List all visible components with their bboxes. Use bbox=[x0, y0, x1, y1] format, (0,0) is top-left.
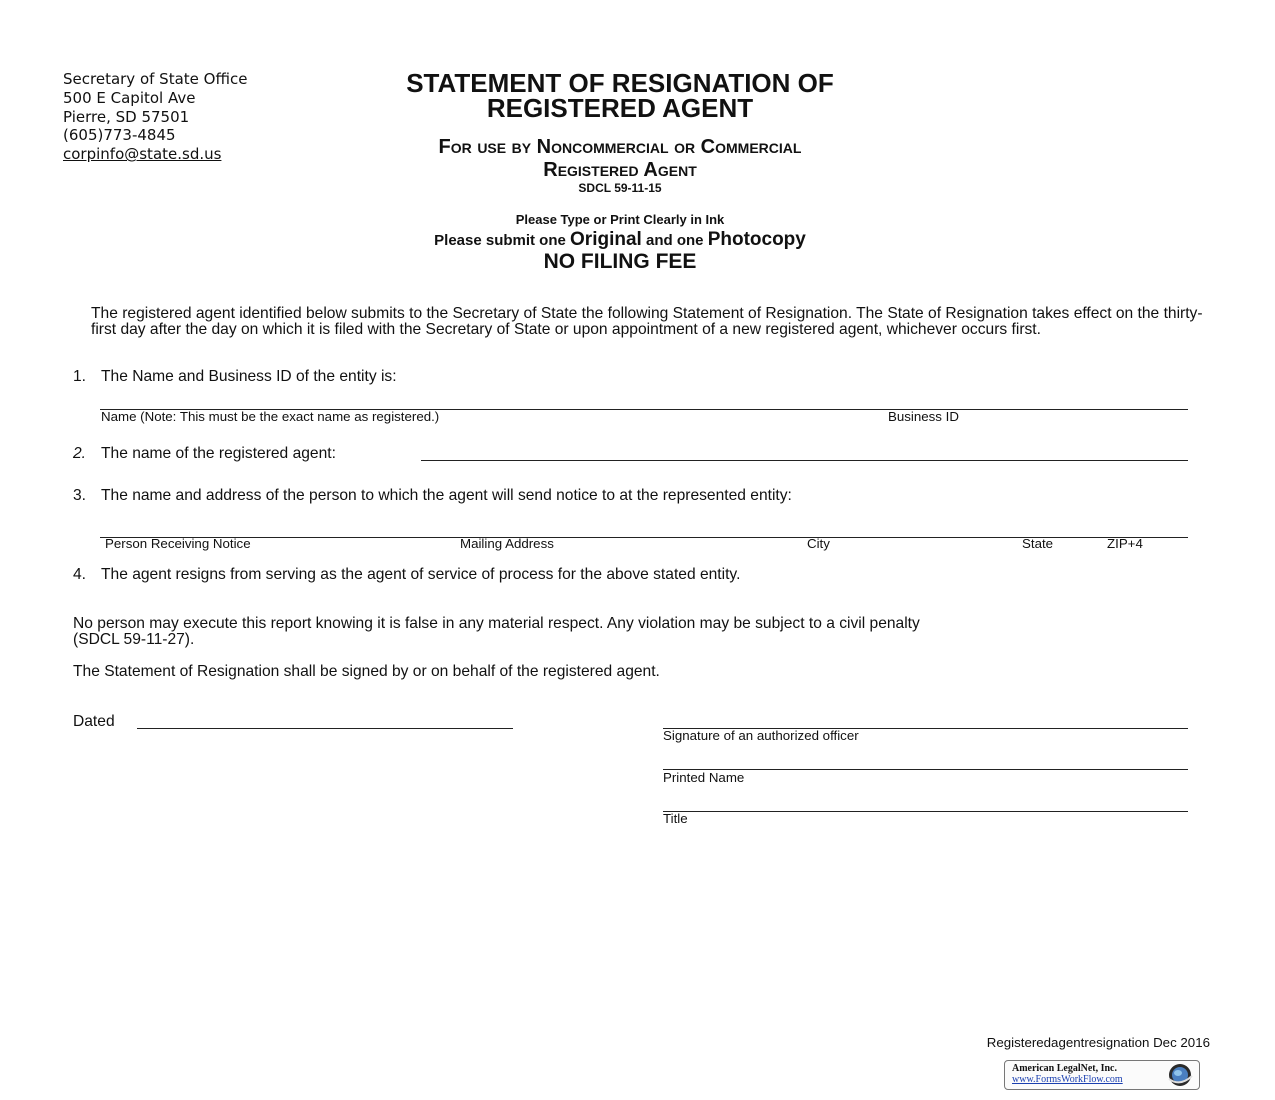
penalty-statement-line2: (SDCL 59-11-27). bbox=[73, 631, 195, 648]
item2-number: 2. bbox=[73, 445, 87, 462]
print-instruction: Please Type or Print Clearly in Ink bbox=[515, 212, 725, 227]
submit-original: Original bbox=[570, 229, 642, 250]
globe-icon bbox=[1165, 1062, 1195, 1088]
statute-reference: SDCL 59-11-15 bbox=[578, 181, 662, 195]
form-code: Registeredagentresignation Dec 2016 bbox=[986, 1035, 1210, 1050]
penalty-statement-line1: No person may execute this report knowing it is false in any material respect. Any violation may be subject to a civil penalty bbox=[73, 615, 920, 632]
business-id-caption: Business ID bbox=[888, 409, 959, 424]
office-address-block bbox=[63, 70, 247, 164]
submit-prefix: Please submit one bbox=[434, 232, 566, 249]
office-street: 500 E Capitol Ave bbox=[63, 88, 196, 107]
logo-url[interactable]: www.FormsWorkFlow.com bbox=[1012, 1074, 1123, 1085]
form-subtitle-line2: Registered Agent bbox=[543, 159, 697, 181]
printed-name-caption: Printed Name bbox=[663, 770, 745, 785]
item4-text: The agent resigns from serving as the agent of service of process for the above stated entity. bbox=[101, 566, 741, 583]
title-field[interactable] bbox=[663, 811, 1188, 812]
form-subtitle bbox=[300, 136, 940, 182]
entity-name-caption: Name (Note: This must be the exact name as registered.) bbox=[101, 409, 440, 424]
logo-text bbox=[1012, 1063, 1123, 1085]
dated-label: Dated bbox=[73, 713, 115, 730]
signature-caption: Signature of an authorized officer bbox=[663, 728, 859, 743]
office-email-link[interactable]: corpinfo@state.sd.us bbox=[63, 145, 222, 164]
item1-number: 1. bbox=[73, 368, 87, 385]
city-caption: City bbox=[807, 536, 830, 551]
form-subtitle-line1: For use by Noncommercial or Commercial bbox=[438, 136, 802, 158]
office-name: Secretary of State Office bbox=[63, 70, 248, 88]
filing-fee-notice: NO FILING FEE bbox=[543, 250, 697, 273]
item3-number: 3. bbox=[73, 487, 87, 504]
state-caption: State bbox=[1022, 536, 1054, 551]
item2-text: The name of the registered agent: bbox=[101, 445, 336, 462]
item3-text: The name and address of the person to which the agent will send notice to at the represented entity: bbox=[101, 487, 792, 504]
submit-instruction bbox=[300, 229, 940, 251]
submit-photocopy: Photocopy bbox=[707, 229, 806, 250]
form-title-line2: REGISTERED AGENT bbox=[486, 93, 754, 123]
form-title bbox=[300, 68, 940, 123]
dated-field[interactable] bbox=[137, 728, 513, 729]
logo-company: American LegalNet, Inc. bbox=[1012, 1063, 1117, 1074]
submit-and: and one bbox=[646, 232, 704, 249]
office-phone: (605)773-4845 bbox=[63, 126, 176, 145]
american-legalnet-logo[interactable] bbox=[1004, 1060, 1200, 1090]
mailing-address-caption: Mailing Address bbox=[460, 536, 554, 551]
intro-paragraph: The registered agent identified below submits to the Secretary of State the following Statement of Resignation. The State of Resignation takes effect on the thirty-first day after the day on which it is filed with the Secretary of State or upon appointment of a new registered agent, whichever occurs first. bbox=[91, 305, 1203, 338]
registered-agent-name-field[interactable] bbox=[421, 460, 1188, 461]
zip-caption: ZIP+4 bbox=[1107, 536, 1143, 551]
item1-text: The Name and Business ID of the entity is: bbox=[101, 368, 397, 385]
person-receiving-notice-caption: Person Receiving Notice bbox=[105, 536, 251, 551]
signing-note: The Statement of Resignation shall be signed by or on behalf of the registered agent. bbox=[73, 663, 660, 680]
form-title-line1: STATEMENT OF RESIGNATION OF bbox=[406, 68, 834, 98]
title-caption: Title bbox=[663, 811, 688, 826]
office-city: Pierre, SD 57501 bbox=[63, 107, 190, 126]
item4-number: 4. bbox=[73, 566, 87, 583]
